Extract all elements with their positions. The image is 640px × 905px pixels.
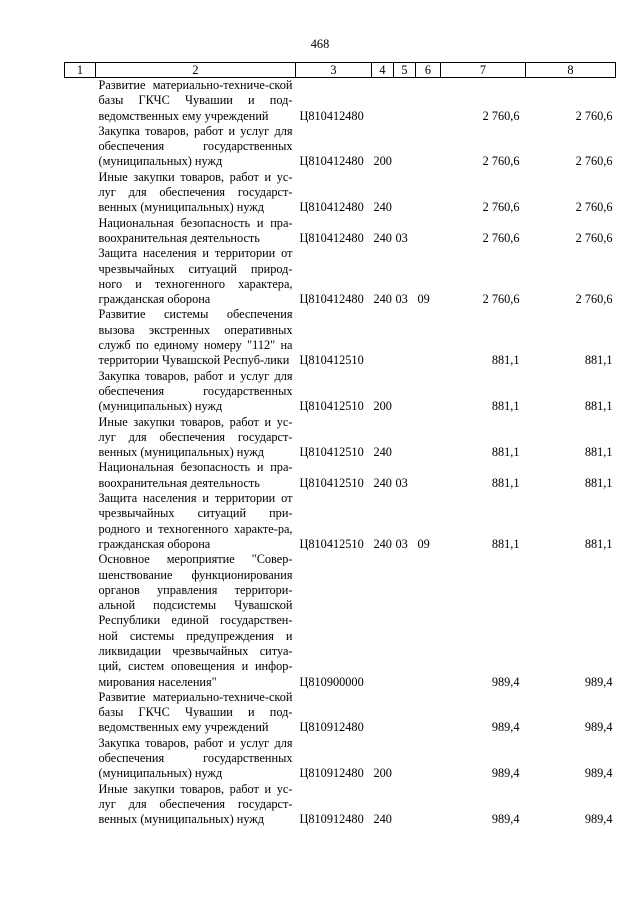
row-name-cell: Иные закупки товаров, работ и ус-луг для обеспечения государст-венных (муниципальных) нужд: [98, 781, 293, 827]
row-col6-cell: 09: [417, 536, 430, 551]
row-code-cell: Ц810412510: [299, 445, 364, 460]
row-amount7-cell: 2 760,6: [482, 292, 520, 307]
table-row: [65, 246, 616, 307]
row-col1-cell: [65, 124, 96, 170]
row-amount8-cell: 989,4: [584, 674, 613, 689]
header-col-5: 5: [394, 63, 416, 78]
row-col4-cell: [372, 307, 394, 368]
row-col4-cell: 240: [373, 445, 392, 460]
row-amount7-cell: 989,4: [491, 674, 520, 689]
row-col5-cell: [394, 415, 416, 461]
table-row: [65, 170, 616, 216]
row-col4-cell: 240: [373, 812, 392, 827]
row-col5-cell: 03: [395, 292, 408, 307]
row-name-cell: Закупка товаров, работ и услуг для обеспечения государственных (муниципальных) нужд: [98, 368, 293, 414]
row-col5-cell: [394, 124, 416, 170]
row-col4-cell: [372, 552, 394, 690]
row-col1-cell: [65, 491, 96, 552]
table-row: [65, 415, 616, 461]
row-col6-cell: [416, 170, 441, 216]
table-row: [65, 78, 616, 124]
row-amount8-cell: 989,4: [584, 720, 613, 735]
row-col5-cell: [394, 78, 416, 124]
row-col6-cell: [416, 216, 441, 247]
row-amount7-cell: 881,1: [491, 536, 520, 551]
row-amount7-cell: 2 760,6: [482, 200, 520, 215]
row-col4-cell: 240: [373, 536, 392, 551]
row-code-cell: Ц810412480: [299, 230, 364, 245]
row-code-cell: Ц810412510: [299, 353, 364, 368]
table-body: [65, 78, 616, 828]
row-col5-cell: [394, 170, 416, 216]
row-col1-cell: [65, 170, 96, 216]
row-amount8-cell: 989,4: [584, 812, 613, 827]
row-col4-cell: [372, 78, 394, 124]
row-amount8-cell: 881,1: [584, 445, 613, 460]
row-name-cell: Развитие материально-техниче-ской базы ГКЧС Чувашии и под-ведомственных ему учреждений: [98, 78, 293, 123]
table-header-row: [65, 63, 616, 78]
row-amount7-cell: 989,4: [491, 766, 520, 781]
row-code-cell: Ц810412510: [299, 536, 364, 551]
row-name-cell: Закупка товаров, работ и услуг для обеспечения государственных (муниципальных) нужд: [98, 123, 293, 169]
header-col-1: 1: [65, 63, 96, 78]
row-code-cell: Ц810912480: [299, 720, 364, 735]
row-code-cell: Ц810412480: [299, 292, 364, 307]
table-row: [65, 552, 616, 690]
row-name-cell: Закупка товаров, работ и услуг для обеспечения государственных (муниципальных) нужд: [98, 735, 293, 781]
row-amount8-cell: 2 760,6: [575, 154, 613, 169]
row-col1-cell: [65, 216, 96, 247]
row-col6-cell: [416, 307, 441, 368]
row-amount8-cell: 881,1: [584, 475, 613, 490]
row-col1-cell: [65, 460, 96, 491]
row-col4-cell: 200: [373, 766, 392, 781]
row-col4-cell: 240: [373, 200, 392, 215]
row-col5-cell: [394, 369, 416, 415]
row-code-cell: Ц810412480: [299, 154, 364, 169]
row-amount7-cell: 989,4: [491, 720, 520, 735]
row-name-cell: Национальная безопасность и пра-воохранительная деятельность: [98, 215, 293, 245]
row-col4-cell: 200: [373, 154, 392, 169]
row-col4-cell: 240: [373, 230, 392, 245]
row-col5-cell: [394, 736, 416, 782]
row-amount8-cell: 2 760,6: [575, 200, 613, 215]
row-name-cell: Защита населения и территории от чрезвычайных ситуаций при-родного и техногенного характе-ра, гражданская оборона: [98, 491, 293, 551]
table-row: [65, 736, 616, 782]
row-name-cell: Иные закупки товаров, работ и ус-луг для обеспечения государст-венных (муниципальных) нужд: [98, 414, 293, 460]
row-amount8-cell: 2 760,6: [575, 292, 613, 307]
row-col5-cell: [394, 690, 416, 736]
row-name-cell: Национальная безопасность и пра-воохранительная деятельность: [98, 460, 293, 490]
row-name-cell: Развитие системы обеспечения вызова экстренных оперативных служб по единому номеру "112" на территории Чувашской Респуб-лики: [98, 307, 293, 368]
row-col1-cell: [65, 736, 96, 782]
table-row: [65, 369, 616, 415]
row-amount7-cell: 989,4: [491, 812, 520, 827]
row-name-cell: Развитие материально-техниче-ской базы ГКЧС Чувашии и под-ведомственных ему учреждений: [98, 689, 293, 735]
row-amount7-cell: 881,1: [491, 399, 520, 414]
row-col4-cell: 240: [373, 292, 392, 307]
row-name-cell: Защита населения и территории от чрезвычайных ситуаций природ-ного и техногенного характера, гражданская оборона: [98, 246, 293, 307]
row-amount8-cell: 989,4: [584, 766, 613, 781]
row-col4-cell: 200: [373, 399, 392, 414]
row-amount8-cell: 2 760,6: [575, 230, 613, 245]
row-col6-cell: [416, 736, 441, 782]
row-col1-cell: [65, 369, 96, 415]
row-amount8-cell: 881,1: [584, 353, 613, 368]
header-col-8: 8: [526, 63, 616, 78]
row-code-cell: Ц810412480: [299, 108, 364, 123]
row-col6-cell: [416, 690, 441, 736]
row-name-cell: Иные закупки товаров, работ и ус-луг для обеспечения государст-венных (муниципальных) нужд: [98, 169, 293, 215]
header-col-2: 2: [96, 63, 296, 78]
row-amount7-cell: 2 760,6: [482, 108, 520, 123]
row-col1-cell: [65, 307, 96, 368]
header-col-4: 4: [372, 63, 394, 78]
row-col1-cell: [65, 78, 96, 124]
row-col5-cell: [394, 782, 416, 828]
row-col1-cell: [65, 246, 96, 307]
page-number: 468: [310, 37, 330, 51]
row-col5-cell: 03: [395, 230, 408, 245]
row-amount8-cell: 2 760,6: [575, 108, 613, 123]
row-code-cell: Ц810412510: [299, 475, 364, 490]
row-col5-cell: [394, 307, 416, 368]
row-name-cell: Основное мероприятие "Совер-шенствование функционирования органов управления территори-альной подсистемы Чувашской Республики единой государствен-ной системы предупреждения и ликвидации чрезвычайных ситуа-ций, систем оповещения и инфор-мирования населения": [98, 552, 293, 689]
row-code-cell: Ц810912480: [299, 766, 364, 781]
row-amount7-cell: 2 760,6: [482, 230, 520, 245]
row-col6-cell: [416, 552, 441, 690]
row-col5-cell: [394, 552, 416, 690]
row-col6-cell: [416, 78, 441, 124]
row-col4-cell: [372, 690, 394, 736]
row-col4-cell: 240: [373, 475, 392, 490]
row-col1-cell: [65, 782, 96, 828]
row-col6-cell: [416, 415, 441, 461]
header-col-6: 6: [416, 63, 441, 78]
table-row: [65, 690, 616, 736]
row-code-cell: Ц810912480: [299, 812, 364, 827]
table-row: [65, 782, 616, 828]
table-row: [65, 216, 616, 247]
row-code-cell: Ц810900000: [299, 674, 364, 689]
row-col1-cell: [65, 415, 96, 461]
row-amount7-cell: 881,1: [491, 445, 520, 460]
row-amount8-cell: 881,1: [584, 536, 613, 551]
row-code-cell: Ц810412480: [299, 200, 364, 215]
row-amount8-cell: 881,1: [584, 399, 613, 414]
table-row: [65, 307, 616, 368]
table-row: [65, 491, 616, 552]
row-col6-cell: [416, 369, 441, 415]
table-row: [65, 460, 616, 491]
row-col1-cell: [65, 690, 96, 736]
row-col6-cell: [416, 124, 441, 170]
row-col1-cell: [65, 552, 96, 690]
row-col6-cell: 09: [417, 292, 430, 307]
row-col5-cell: 03: [395, 536, 408, 551]
row-col6-cell: [416, 460, 441, 491]
row-amount7-cell: 881,1: [491, 475, 520, 490]
header-col-3: 3: [296, 63, 372, 78]
row-amount7-cell: 2 760,6: [482, 154, 520, 169]
header-col-7: 7: [441, 63, 526, 78]
row-code-cell: Ц810412510: [299, 399, 364, 414]
row-col5-cell: 03: [395, 475, 408, 490]
table-row: [65, 124, 616, 170]
row-amount7-cell: 881,1: [491, 353, 520, 368]
budget-table: [64, 62, 616, 828]
row-col6-cell: [416, 782, 441, 828]
